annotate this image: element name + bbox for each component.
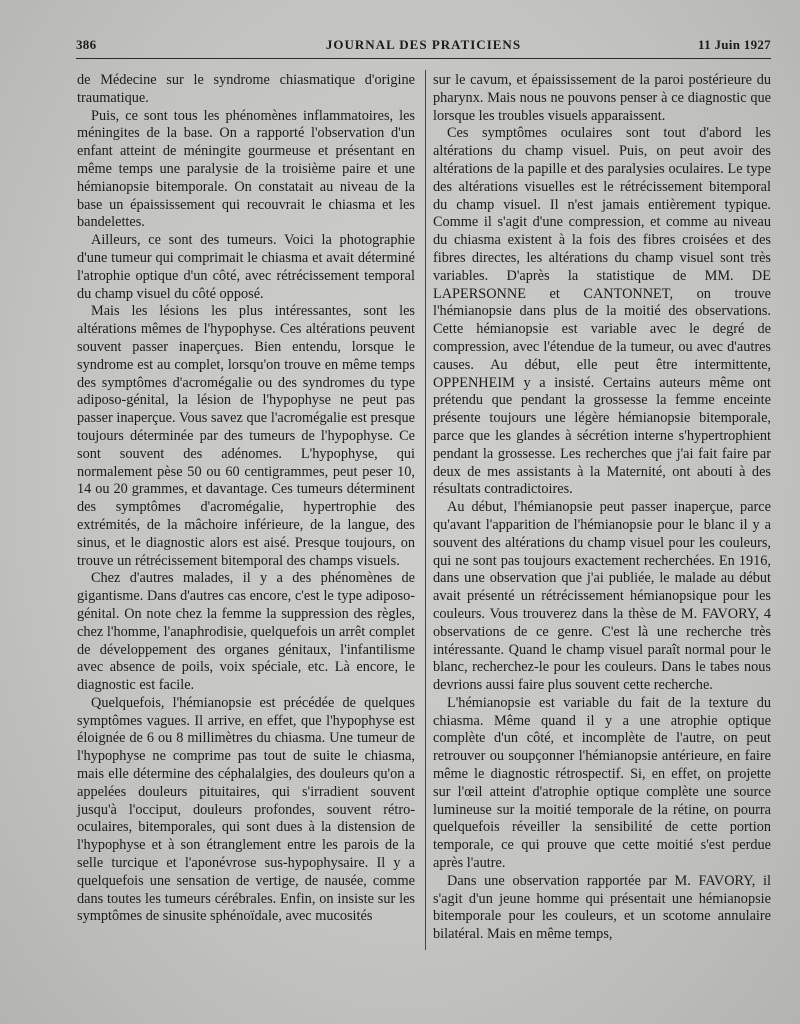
journal-title: JOURNAL DES PRATICIENS <box>325 37 522 52</box>
paragraph: Dans une observation rapportée par M. FAVORY, il s'agit d'un jeune homme qui présentait une hémianopsie bitemporale pour les couleurs, et un scotome annulaire bilatéral. Mais en même temps, <box>433 872 771 943</box>
paragraph: Au début, l'hémianopsie peut passer inaperçue, parce qu'avant l'apparition de l'hémianopsie pour le blanc il y a souvent des altérations du champ visuel pour les couleurs, qui ne sont pas toujours exactement recherchées. En 1916, dans une observation que j'ai publiée, le malade au début avait présenté un rétrécissement hémianopsique pour les couleurs. Vous trouverez dans la thèse de M. FAVORY, 4 observations de ce genre. C'est là une recherche très intéressante. Quand le champ visuel paraît normal pour le blanc, recherchez-le pour les couleurs. Dans le tabes nous devrions aussi faire plus souvent cette recherche. <box>433 499 771 694</box>
left-column <box>77 72 415 926</box>
paragraph: Quelquefois, l'hémianopsie est précédée de quelques symptômes vagues. Il arrive, en effet, que l'hypophyse est éloignée de 6 ou 8 millimètres du chiasma. Une tumeur de l'hypophyse ne comprime pas tout de suite le chiasma, mais elle détermine des céphalalgies, des douleurs qu'on a appelées douleurs pituitaires, qui s'irradient souvent jusqu'à l'occiput, douleurs profondes, souvent rétro-oculaires, bitemporales, qui sont dues à la distension de l'hypophyse et à son étranglement entre les parois de la selle turcique et l'aponévrose sus-hypophysaire. Il y a quelquefois une sensation de vertige, de nausée, comme dans toutes les tumeurs cérébrales. Enfin, on insiste sur les symptômes de sinusite sphénoïdale, avec mucosités <box>77 694 415 925</box>
paragraph: Mais les lésions les plus intéressantes, sont les altérations mêmes de l'hypophyse. Ces altérations peuvent souvent passer inaperçues. Bien entendu, lorsque le syndrome est au complet, lorsqu'on trouve en même temps des symptômes d'acromégalie ou des syndromes du type adiposo-génital, la lésion de l'hypophyse ne peut pas passer inaperçue. Vous savez que l'acromégalie est presque toujours déterminée par des tumeurs de l'hypophyse. Ce sont souvent des adénomes. L'hypophyse, qui normalement pèse 50 ou 60 centigrammes, peut peser 10, 14 ou 20 grammes, et davantage. Ces tumeurs déterminent des symptômes d'acromégalie, hypertrophie des extrémités, de la mâchoire inférieure, de la langue, des sinus, et le diagnostic alors est aisé. Presque toujours, on trouve un rétrécissement bitemporal des champs visuels. <box>77 303 415 569</box>
running-header <box>76 37 771 57</box>
paragraph: Chez d'autres malades, il y a des phénomènes de gigantisme. Dans d'autres cas encore, c'est le type adiposo-génital. On note chez la femme la suppression des règles, chez l'homme, l'anaphrodisie, quelquefois un arrêt complet de développement des organes génitaux, l'infantilisme avec absence de poils, voix spéciale, etc. Là encore, le diagnostic est facile. <box>77 570 415 694</box>
paragraph: Puis, ce sont tous les phénomènes inflammatoires, les méningites de la base. On a rapporté l'observation d'un enfant atteint de méningite gourmeuse et présentant en même temps une paralysie de la troisième paire et une hémianopsie bitemporale. On constatait au niveau de la base un épaississement qui recouvrait le chiasma et les bandelettes. <box>77 107 415 231</box>
page-number: 386 <box>76 37 97 52</box>
paragraph: de Médecine sur le syndrome chiasmatique d'origine traumatique. <box>77 72 415 106</box>
column-divider <box>425 70 426 950</box>
paragraph: Ailleurs, ce sont des tumeurs. Voici la photographie d'une tumeur qui comprimait le chiasma et avait déterminé l'atrophie optique d'un côté, avec rétrécissement temporal du champ visuel du côté opposé. <box>77 232 415 302</box>
header-rule <box>76 58 771 59</box>
paragraph: L'hémianopsie est variable du fait de la texture du chiasma. Même quand il y a une atrophie optique complète d'un côté, et incomplète de l'autre, on peut retrouver ou soupçonner l'hémianopsie antérieure, en faire même le diagnostic rétrospectif. Si, en effet, on projette sur l'œil atteint d'atrophie optique complète une source lumineuse sur la moitié temporale de la rétine, on pourra quelquefois réveiller la sensibilité de cette portion temporale, ce qui prouve que cette moitié s'est perdue après l'autre. <box>433 694 771 872</box>
paragraph: sur le cavum, et épaississement de la paroi postérieure du pharynx. Mais nous ne pouvons penser à ce diagnostic que lorsque les troubles visuels apparaissent. <box>433 72 771 124</box>
paragraph: Ces symptômes oculaires sont tout d'abord les altérations du champ visuel. Puis, on peut avoir des altérations de la papille et des paralysies oculaires. Le type des altérations visuelles est le rétrécissement bitemporal du champ visuel. Il n'est jamais entièrement typique. Comme il s'agit d'une compression, et comme au niveau du chiasma existent à la fois des fibres croisées et des fibres directes, les altérations du champ visuel sont très variables. D'après la statistique de MM. DE LAPERSONNE et CANTONNET, on trouve l'hémianopsie dans plus de la moitié des observations. Cette hémianopsie est variable avec le degré de compression, avec l'étendue de la tumeur, ou avec d'autres causes. Au début, elle peut être intermittente, OPPENHEIM y a insisté. Certains auteurs même ont prétendu que pendant la grossesse la femme enceinte présente toujours une légère hémianopsie bitemporale, parce que les glandes à sécrétion interne s'hypertrophient pendant la grossesse. Les recherches que j'ai fait faire par deux de mes assistants à la Maternité, ont abouti à des résultats contradictoires. <box>433 125 771 498</box>
right-column <box>433 72 771 944</box>
issue-date: 11 Juin 1927 <box>698 37 771 52</box>
